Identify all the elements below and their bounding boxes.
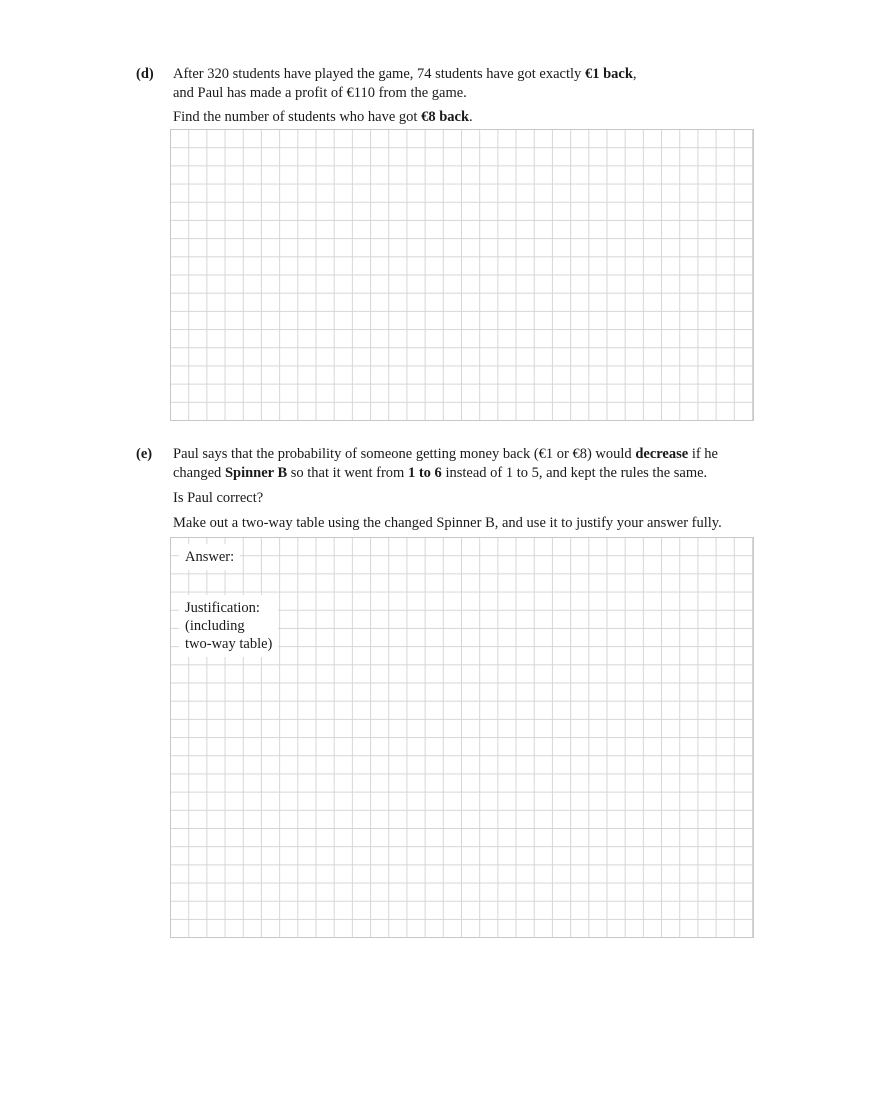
justification-label-box (179, 595, 278, 657)
part-e-line2-text-2: so that it went from (287, 465, 408, 481)
part-d-line3-tail: . (469, 109, 473, 125)
part-e-label: (e) (136, 446, 153, 462)
part-e-question-line-1 (173, 446, 718, 463)
answer-label: Answer: (179, 544, 240, 570)
part-e-line2-text-1: changed (173, 465, 225, 481)
part-d-line3-text: Find the number of students who have got (173, 109, 422, 125)
justification-note-line-1: (including (185, 618, 245, 634)
part-e-question-line-3: Is Paul correct? (173, 490, 264, 506)
part-d-question-line-3 (173, 109, 473, 126)
part-d-line3-bold: €8 back (421, 109, 470, 125)
justification-note-line-2: two-way table) (185, 636, 273, 652)
part-d-question-line-2: and Paul has made a profit of €110 from the game. (173, 85, 467, 101)
part-e-line2-bold-1: Spinner B (224, 465, 288, 481)
part-d-line1-bold: €1 back (584, 66, 633, 82)
part-e-line1-text: Paul says that the probability of someone getting money back (€1 or €8) would (173, 446, 636, 462)
part-e-question-line-4: Make out a two-way table using the changed Spinner B, and use it to justify your answer fully. (173, 515, 722, 531)
part-d-answer-grid[interactable] (170, 129, 754, 421)
part-d-label: (d) (136, 66, 154, 82)
part-e-question-line-2 (173, 465, 707, 482)
part-e-line2-text-3: instead of 1 to 5, and kept the rules the same. (441, 465, 708, 481)
part-e-line1-tail: if he (688, 446, 718, 462)
part-d-line1-tail: , (632, 66, 637, 82)
part-e-line1-bold: decrease (635, 446, 689, 462)
justification-label: Justification: (185, 600, 260, 616)
part-d-question-line-1 (173, 66, 637, 83)
part-e-line2-bold-2: 1 to 6 (407, 465, 442, 481)
part-d-line1-text: After 320 students have played the game, 74 students have got exactly (173, 66, 585, 82)
